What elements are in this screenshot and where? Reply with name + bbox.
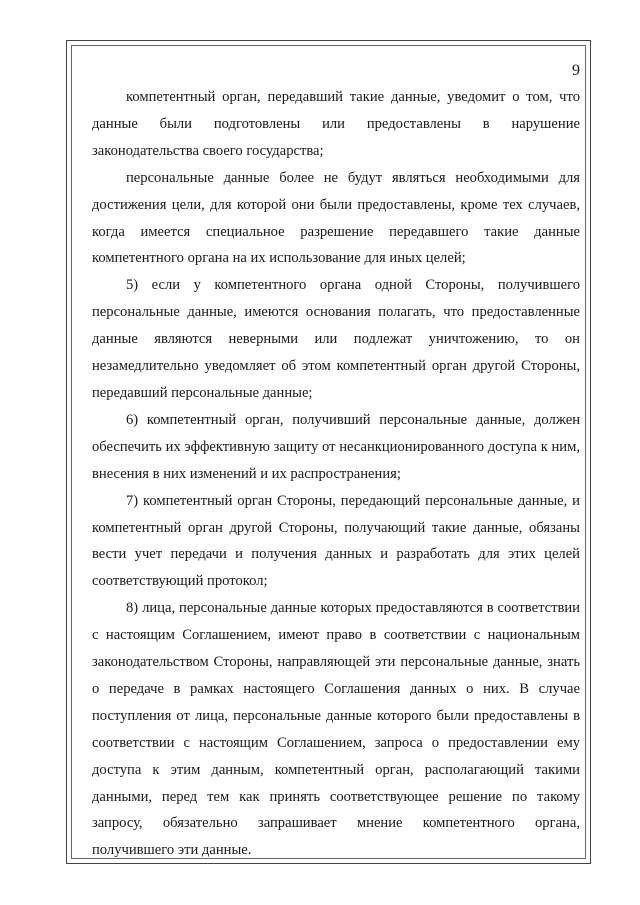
paragraph: 8) лица, персональные данные которых предоставляются в соответствии с настоящим Соглашением, имеют право в соответствии с национальным законодательством Стороны, направляющей эти персональные данные, знать о передаче в рамках настоящего Соглашения данных о них. В случае поступления от лица, персональные данные которого были предоставлены в соответствии с настоящим Соглашением, запроса о предоставлении ему доступа к этим данным, компетентный орган, располагающий такими данными, перед тем как принять соответствующее решение по такому запросу, обязательно запрашивает мнение компетентного органа, получившего эти данные. <box>92 600 580 859</box>
paragraph: 5) если у компетентного органа одной Стороны, получившего персональные данные, имеются основания полагать, что предоставленные данные являются неверными или подлежат уничтожению, то он незамедлительно уведомляет об этом компетентный орган другой Стороны, передавший персональные данные; <box>92 277 580 401</box>
paragraph: компетентный орган, передавший такие данные, уведомит о том, что данные были подготовлены или предоставлены в нарушение законодательства своего государства; <box>92 89 580 159</box>
paragraph: 6) компетентный орган, получивший персональные данные, должен обеспечить их эффективную защиту от несанкционированного доступа к ним, внесения в них изменений и их распространения; <box>92 411 580 482</box>
paragraph: персональные данные более не будут являться необходимыми для достижения цели, для которой они были предоставлены, кроме тех случаев, когда имеется специальное разрешение передавшего такие данные компетентного органа на их использование для иных целей; <box>92 169 580 267</box>
paragraph: 7) компетентный орган Стороны, передающий персональные данные, и компетентный орган другой Стороны, получающий такие данные, обязаны вести учет передачи и получения данных и разработать для этих целей соответствующий протокол; <box>92 492 580 590</box>
page-number: 9 <box>572 62 580 79</box>
document-body <box>92 84 580 864</box>
